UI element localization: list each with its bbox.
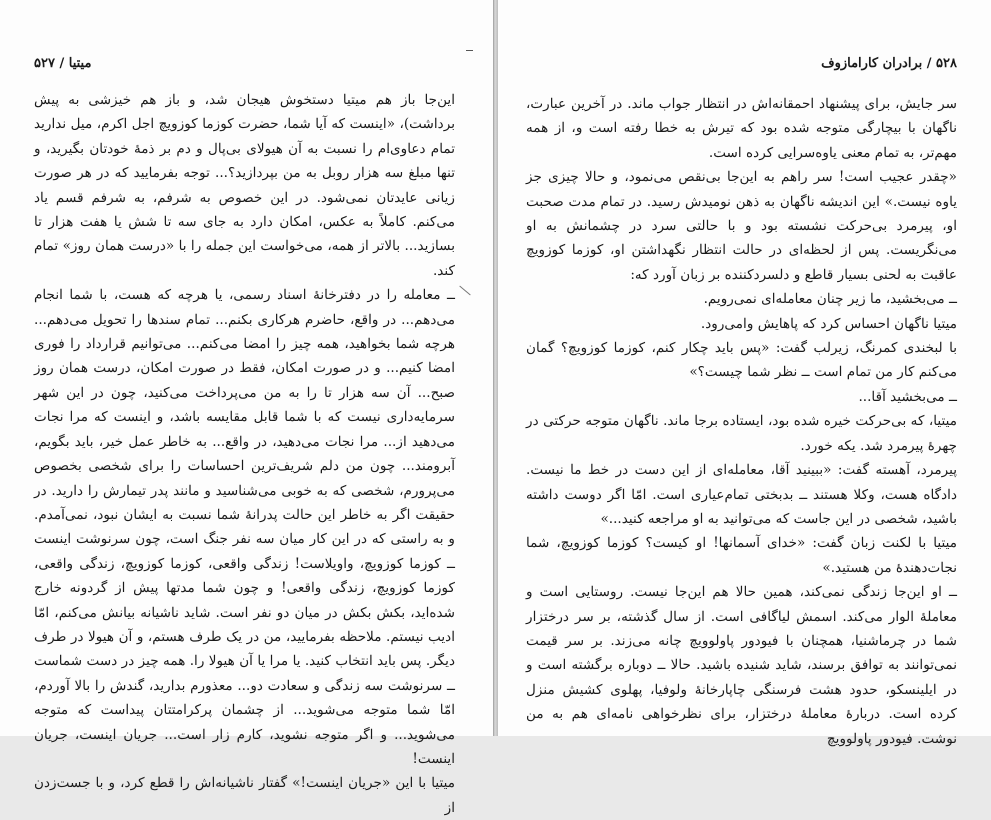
paragraph: با لبخندی کمرنگ، زیرلب گفت: «پس باید چکار کنم، کوزما کوزویچ؟ گمان می‌کنم کار من تمام است ــ نظر شما چیست؟» <box>526 340 957 381</box>
paragraph: ــ می‌بخشید، ما زیر چنان معامله‌ای نمی‌رویم. <box>703 291 957 308</box>
left-page-header: میتیا / ۵۲۷ <box>34 56 92 71</box>
paragraph: میتیا، که بی‌حرکت خیره شده بود، ایستاده برجا ماند. ناگهان متوجه حرکتی در چهرهٔ پیرمرد شد. یکه خورد. <box>526 413 957 454</box>
page-mark <box>459 286 470 296</box>
paragraph: میتیا با لکنت زبان گفت: «خدای آسمانها! او کیست؟ کوزما کوزویچ، شما نجات‌دهندهٔ من هستید.» <box>526 535 957 576</box>
left-page <box>0 0 493 816</box>
paragraph: سر جایش، برای پیشنهاد احمقانه‌اش در انتظار جواب ماند. در آخرین عبارت، ناگهان با بیچارگی متوجه شده بود که تیرش به خطا رفته است و، از همه مهم‌تر، به تمام معنی یاوه‌سرایی کرده است. <box>526 96 957 161</box>
paragraph: میتیا ناگهان احساس کرد که پاهایش وامی‌رود. <box>700 315 957 332</box>
paragraph: «چقدر عجیب است! سر راهم به این‌جا بی‌نقص می‌نمود، و حالا چیزی جز یاوه نیست.» این اندیشه ناگهان به ذهن نومیدش رسید. در تمام مدت صحبت او، پیرمرد بی‌حرکت نشسته بود و با حالتی سرد در چشمانش به او می‌نگریست. پس از لحظه‌ای در حالت انتظار نگهداشتن او، کوزما کوزویچ عاقبت به لحنی بسیار قاطع و دلسردکننده بر زبان آورد که: <box>526 169 957 283</box>
paragraph: ــ معامله را در دفترخانهٔ اسناد رسمی، یا هرچه که هست، با شما انجام می‌دهم... در واقع، حاضرم هرکاری بکنم... تمام سندها را تحویل می‌دهم... هرچه شما بخواهید، همه چیز را امضا می‌کنم... می‌توانیم قرارداد را فوری امضا کنیم... و در صورت امکان، فقط در صورت امکان، درست همان روز صبح... آن سه هزار تا را به من می‌پرداخت می‌کنید، چون در این شهر سرمایه‌داری نیست که با شما قابل مقایسه باشد، و اینست که مرا نجات می‌دهید از... مرا نجات می‌دهید، در واقع... به خاطر عمل خیر، باید بگویم، آبرومند... چون من دلم شریف‌ترین احساسات را برای شخصی بخصوص می‌پرورم، شخصی که به خوبی می‌شناسید و مانند پدر تیمارش را دارید. در حقیقت اگر به خاطر این حالت پدرانهٔ شما نسبت به ایشان نبود، نمی‌آمدم. و به راستی که در این کار میان سه نفر جنگ است، چون سرنوشت اینست ــ کوزما کوزویچ، واویلاست! زندگی واقعی، کوزما کوزویچ، زندگی واقعی، کوزما کوزویچ، زندگی واقعی! و چون شما مدتها پیش از گردونه خارج شده‌اید، بکش بکش در میان دو نفر است. شاید ناشیانه بیانش می‌کنم، امّا ادیب نیستم. ملاحظه بفرمایید، من در یک طرف هستم، و آن هیولا در طرف دیگر. پس باید انتخاب کنید. یا مرا یا آن هیولا را. همه چیز در دست شماست ــ سرنوشت سه زندگی و سعادت دو... معذورم بدارید، گندش را بالا آوردم، امّا شما متوجه می‌شوید... از چشمان پرکرامتتان پیداست که متوجه می‌شوید... و اگر متوجه نشوید، کارم زار است... جریان اینست، جریان اینست! <box>34 287 455 767</box>
right-page-header: ۵۲۸ / برادران کارامازوف <box>821 56 957 71</box>
left-page-body <box>34 88 455 820</box>
page-mark <box>466 50 473 51</box>
paragraph: ــ او این‌جا زندگی نمی‌کند، همین حالا هم این‌جا نیست. روستایی است و معاملهٔ الوار می‌کند. اسمش لیاگافی است. از سال گذشته، بر سر درختزار شما در چرماشنیا، همچنان با فیودور پاولوویچ چانه می‌زند. بر سر قیمت نمی‌توانند به توافق برسند، شاید شنیده باشید. حالا ــ دوباره برگشته است و در ایلینسکو، حدود هشت فرسنگی چاپارخانهٔ ولوفیا، پهلوی کشیش منزل کرده است. دربارهٔ معاملهٔ درختزار، برای نظرخواهی نامه‌ای هم به من نوشت. فیودور پاولوویچ <box>526 584 957 747</box>
paragraph: میتیا با این «جریان اینست!» گفتار ناشیانه‌اش را قطع کرد، و با جست‌زدن از <box>34 775 455 816</box>
paragraph: این‌جا باز هم میتیا دستخوش هیجان شد، و باز هم خیزشی به پیش برداشت)، «اینست که آیا شما، حضرت کوزما کوزویچ اجل اکرم، میل ندارید تمام دعاوی‌ام را نسبت به آن هیولای بی‌پال و دم بر ذمهٔ خودتان بگیرید، و تنها مبلغ سه هزار روبل به من بپردازید؟... توجه بفرمایید که در هر صورت زیانی عایدتان نمی‌شود. در این خصوص به شرفم، به شرفم قسم یاد می‌کنم. کاملاً به عکس، امکان دارد به جای سه تا شش یا هفت هزار تا بسازید... بالاتر از همه، می‌خواست این جمله را با «درست همان روز» تمام کند. <box>34 92 455 279</box>
paragraph: ــ می‌بخشید آقا... <box>858 388 957 405</box>
right-page <box>498 0 991 747</box>
paragraph: پیرمرد، آهسته گفت: «ببینید آقا، معامله‌ای از این دست در خط ما نیست. دادگاه هست، وکلا هستند ــ بدبختی تمام‌عیاری است. امّا اگر دوست داشته باشید، شخصی در این جاست که می‌توانید به او مراجعه کنید...» <box>526 462 957 527</box>
right-page-body <box>526 92 957 751</box>
